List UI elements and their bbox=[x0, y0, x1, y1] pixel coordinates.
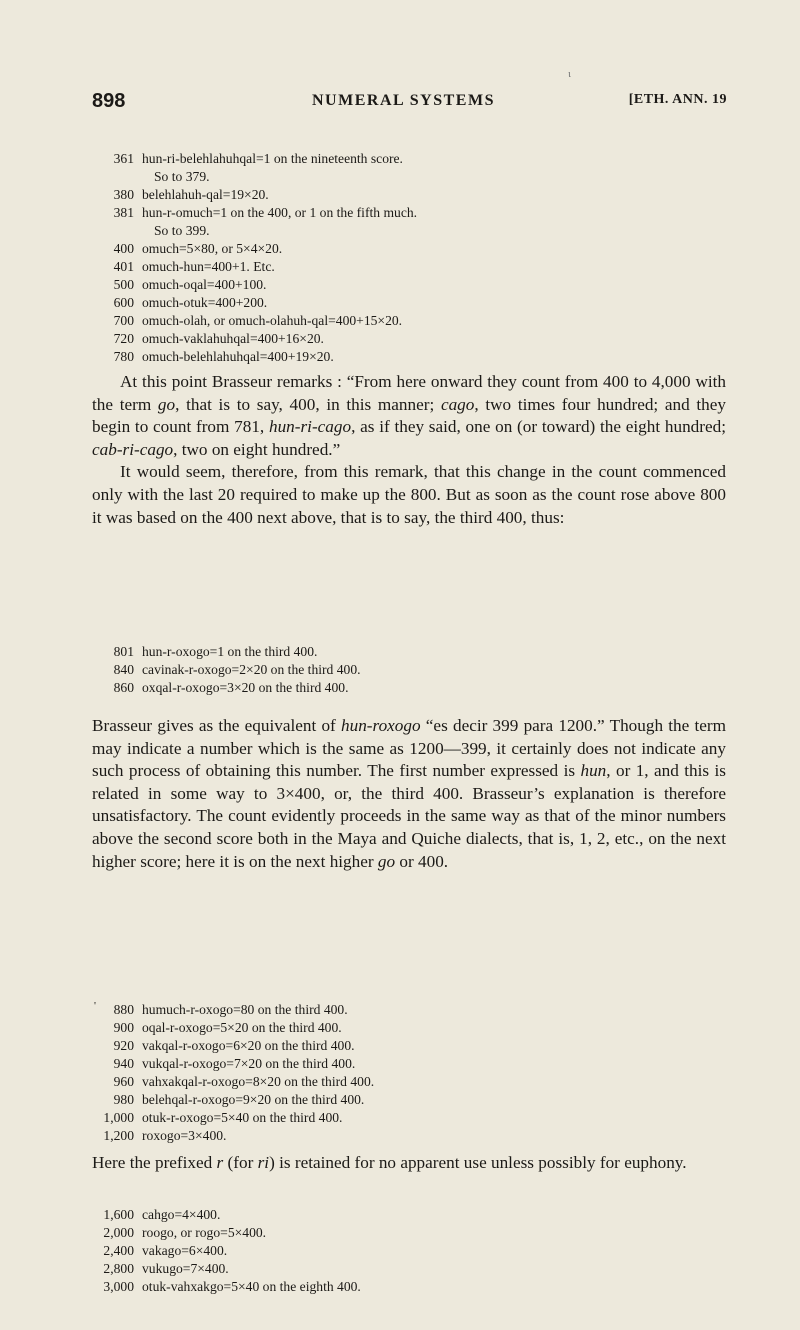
numeral: 980 bbox=[113, 1092, 134, 1107]
numeral-list-2 bbox=[100, 643, 740, 697]
stray-tick: ' bbox=[94, 1000, 96, 1012]
numeral: 400 bbox=[113, 241, 134, 256]
list-row bbox=[100, 1073, 740, 1091]
text-run: , two on eight hundred.” bbox=[173, 439, 341, 459]
numeral: 401 bbox=[113, 259, 134, 274]
running-head bbox=[92, 90, 727, 116]
paragraph-prefix-r bbox=[92, 1152, 726, 1175]
numeral-term: roogo, or rogo=5×400. bbox=[142, 1225, 267, 1240]
numeral-term: omuch-oqal=400+100. bbox=[142, 277, 267, 292]
numeral-term: omuch=5×80, or 5×4×20. bbox=[142, 241, 283, 256]
list-row bbox=[100, 679, 740, 697]
term-italic: hun-ri-cago bbox=[268, 417, 352, 437]
numeral: 3,000 bbox=[103, 1279, 134, 1294]
list-row bbox=[100, 1224, 740, 1242]
list-row bbox=[100, 168, 740, 186]
numeral-term: So to 399. bbox=[154, 223, 210, 238]
numeral-term: omuch-hun=400+1. Etc. bbox=[142, 259, 275, 274]
list-row bbox=[100, 1001, 740, 1019]
numeral-term: hun-r-oxogo=1 on the third 400. bbox=[142, 644, 318, 659]
list-row bbox=[100, 1091, 740, 1109]
term-italic: r bbox=[216, 1153, 224, 1172]
numeral: 700 bbox=[113, 313, 134, 328]
numeral-term: hun-ri-belehlahuhqal=1 on the nineteenth score. bbox=[142, 151, 403, 166]
numeral-term: vakago=6×400. bbox=[142, 1243, 228, 1258]
list-row bbox=[100, 276, 740, 294]
text-run: , as if they said, one on (or toward) the eight hundred; bbox=[351, 417, 726, 437]
list-row bbox=[100, 294, 740, 312]
list-row bbox=[100, 240, 740, 258]
numeral: 1,000 bbox=[103, 1110, 134, 1125]
page-number: 898 bbox=[92, 90, 126, 112]
term-italic: go bbox=[377, 851, 396, 871]
numeral-term: otuk-r-oxogo=5×40 on the third 400. bbox=[142, 1110, 343, 1125]
body-text-1 bbox=[92, 371, 726, 529]
numeral: 600 bbox=[113, 295, 134, 310]
numeral-term: roxogo=3×400. bbox=[142, 1128, 227, 1143]
running-title: NUMERAL SYSTEMS bbox=[312, 92, 495, 109]
numeral: 380 bbox=[113, 187, 134, 202]
numeral: 720 bbox=[113, 331, 134, 346]
numeral: 780 bbox=[113, 349, 134, 364]
list-row bbox=[100, 1242, 740, 1260]
numeral: 361 bbox=[113, 151, 134, 166]
running-reference: [ETH. ANN. 19 bbox=[628, 92, 727, 107]
list-row bbox=[100, 1206, 740, 1224]
numeral: 860 bbox=[113, 680, 134, 695]
term-italic: hun-roxogo bbox=[341, 716, 421, 735]
numeral-term: oqal-r-oxogo=5×20 on the third 400. bbox=[142, 1020, 342, 1035]
term-italic: hun bbox=[580, 761, 607, 781]
list-row bbox=[100, 1260, 740, 1278]
numeral: 1,600 bbox=[103, 1207, 134, 1222]
numeral-term: belehlahuh-qal=19×20. bbox=[142, 187, 269, 202]
term-italic: cago bbox=[440, 394, 475, 414]
numeral-term: omuch-otuk=400+200. bbox=[142, 295, 268, 310]
numeral-term: cahgo=4×400. bbox=[142, 1207, 221, 1222]
numeral-term: omuch-vaklahuhqal=400+16×20. bbox=[142, 331, 324, 346]
text-run: , two times four hundred; and they begin to count from 781, bbox=[92, 394, 726, 437]
text-run: , or 1, and this is related in some way to 3×400, or, the third 400. Brasseur’s explanation is therefore unsatisfactory. The count evidently proceeds in the same way as that of the minor numbers above the second score both in the Maya and Quiche dialects, that is, 1, 2, etc., on the next higher score; here it is on the next higher bbox=[92, 761, 726, 871]
numeral: 801 bbox=[113, 644, 134, 659]
text-run: “es decir 399 para 1200.” Though the term may indicate a number which is the same as 1200—399, it certainly does not indicate any such process of obtaining this number. The first number expressed is bbox=[92, 716, 727, 781]
numeral-term: vukugo=7×400. bbox=[142, 1261, 229, 1276]
term-italic: cab-ri-cago bbox=[92, 439, 174, 459]
list-row bbox=[100, 204, 740, 222]
list-row bbox=[100, 1127, 740, 1145]
numeral-term: So to 379. bbox=[154, 169, 210, 184]
numeral: 840 bbox=[113, 662, 134, 677]
numeral: 500 bbox=[113, 277, 134, 292]
numeral-term: omuch-olah, or omuch-olahuh-qal=400+15×20. bbox=[142, 313, 403, 328]
paragraph-brasseur-remark bbox=[92, 371, 726, 461]
text-run: , that is to say, 400, in this manner; bbox=[175, 394, 441, 414]
body-text-2 bbox=[92, 715, 726, 873]
numeral: 880 bbox=[113, 1002, 134, 1017]
numeral-term: omuch-belehlahuhqal=400+19×20. bbox=[142, 349, 334, 364]
numeral-term: oxqal-r-oxogo=3×20 on the third 400. bbox=[142, 680, 349, 695]
numeral: 381 bbox=[113, 205, 134, 220]
list-row bbox=[100, 348, 740, 366]
list-row bbox=[100, 1278, 740, 1296]
numeral-term: vukqal-r-oxogo=7×20 on the third 400. bbox=[142, 1056, 356, 1071]
paragraph-brasseur-equivalent bbox=[92, 715, 726, 873]
list-row bbox=[100, 330, 740, 348]
numeral-term: humuch-r-oxogo=80 on the third 400. bbox=[142, 1002, 348, 1017]
term-italic: ri bbox=[257, 1153, 270, 1172]
list-row bbox=[100, 1019, 740, 1037]
list-row bbox=[100, 661, 740, 679]
list-row bbox=[100, 186, 740, 204]
body-text-3 bbox=[92, 1152, 726, 1175]
list-row bbox=[100, 150, 740, 168]
paragraph-count-change: It would seem, therefore, from this remark, that this change in the count commenced only with the last 20 required to make up the 800. But as soon as the count rose above 800 it was based on the 400 next above, that is to say, the third 400, thus: bbox=[92, 462, 726, 527]
list-row bbox=[100, 312, 740, 330]
text-run: or 400. bbox=[395, 851, 449, 871]
list-row bbox=[100, 1109, 740, 1127]
numeral-term: hun-r-omuch=1 on the 400, or 1 on the fifth much. bbox=[142, 205, 418, 220]
numeral-term: belehqal-r-oxogo=9×20 on the third 400. bbox=[142, 1092, 365, 1107]
numeral: 2,800 bbox=[103, 1261, 134, 1276]
text-run: (for bbox=[223, 1153, 258, 1172]
text-run: Here the prefixed bbox=[92, 1153, 217, 1172]
numeral: 2,400 bbox=[103, 1243, 134, 1258]
term-italic: go bbox=[157, 394, 176, 414]
list-row bbox=[100, 222, 740, 240]
numeral: 1,200 bbox=[103, 1128, 134, 1143]
numeral: 900 bbox=[113, 1020, 134, 1035]
numeral-list-1 bbox=[100, 150, 740, 366]
numeral: 920 bbox=[113, 1038, 134, 1053]
stray-mark: ι bbox=[568, 68, 571, 80]
numeral-list-4 bbox=[100, 1206, 740, 1296]
list-row bbox=[100, 643, 740, 661]
numeral-term: cavinak-r-oxogo=2×20 on the third 400. bbox=[142, 662, 361, 677]
text-run: At this point Brasseur remarks : “From here onward they count from 400 to 4,000 with the term bbox=[92, 372, 726, 414]
text-run: Brasseur gives as the equivalent of bbox=[92, 716, 342, 735]
numeral: 960 bbox=[113, 1074, 134, 1089]
list-row bbox=[100, 258, 740, 276]
numeral-term: vakqal-r-oxogo=6×20 on the third 400. bbox=[142, 1038, 355, 1053]
text-run: ) is retained for no apparent use unless possibly for euphony. bbox=[269, 1153, 687, 1172]
numeral: 940 bbox=[113, 1056, 134, 1071]
numeral-term: vahxakqal-r-oxogo=8×20 on the third 400. bbox=[142, 1074, 375, 1089]
numeral-term: otuk-vahxakgo=5×40 on the eighth 400. bbox=[142, 1279, 361, 1294]
numeral: 2,000 bbox=[103, 1225, 134, 1240]
numeral-list-3 bbox=[100, 1001, 740, 1145]
list-row bbox=[100, 1055, 740, 1073]
list-row bbox=[100, 1037, 740, 1055]
